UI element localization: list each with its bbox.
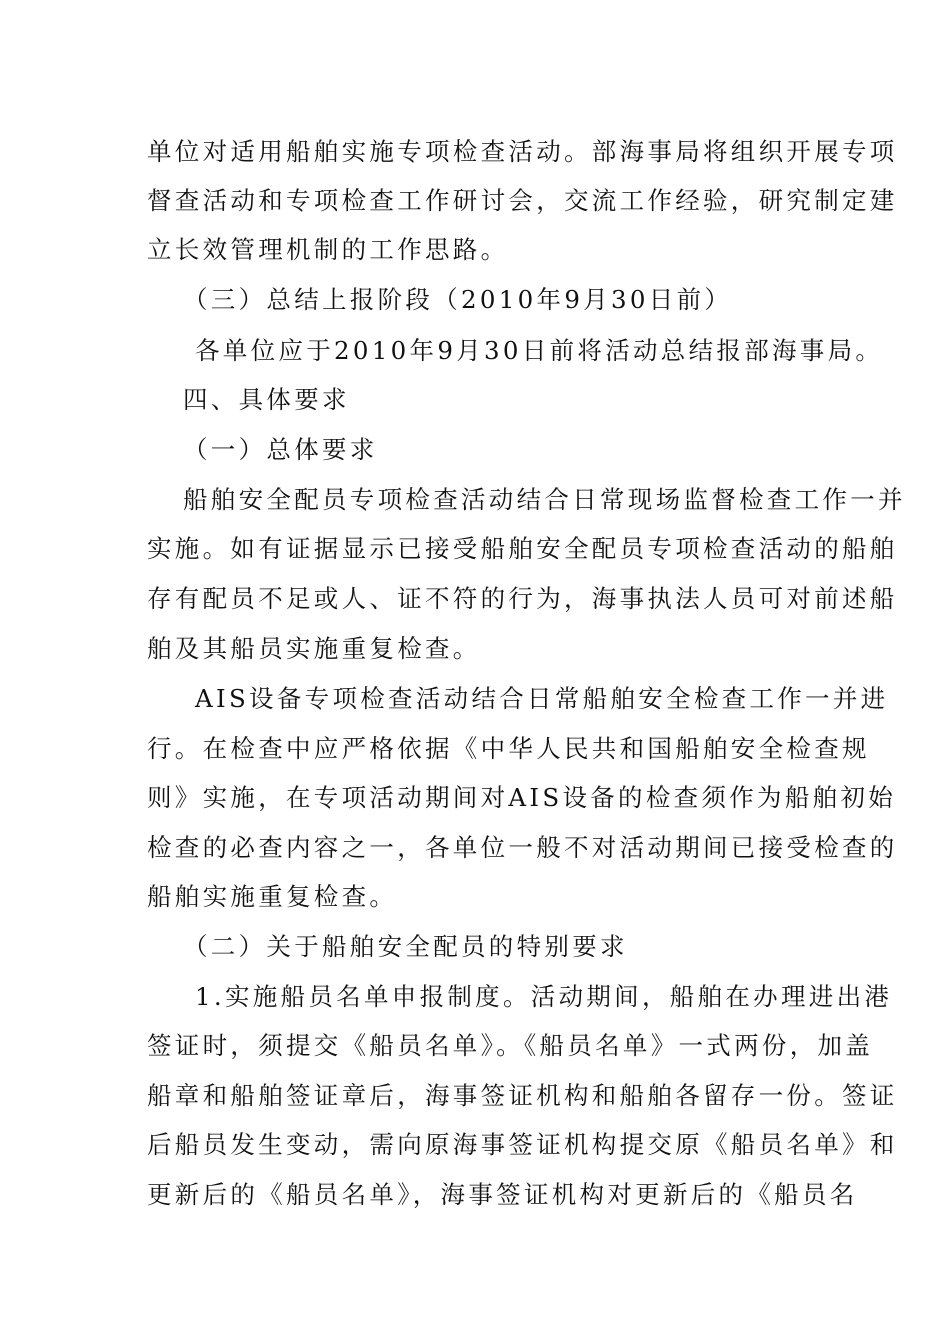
section-heading: （一）总体要求 bbox=[183, 435, 378, 464]
body-text-line: 船舶实施重复检查。 bbox=[147, 882, 398, 911]
body-text-line: 立长效管理机制的工作思路。 bbox=[147, 235, 509, 264]
section-heading: （三）总结上报阶段（2010年9月30日前） bbox=[183, 285, 733, 314]
section-heading: （二）关于船舶安全配员的特别要求 bbox=[183, 932, 628, 961]
section-heading: 四、具体要求 bbox=[183, 385, 350, 414]
body-text-line: 则》实施，在专项活动期间对AIS设备的检查须作为船舶初始 bbox=[147, 783, 897, 812]
body-text-line: 舶及其船员实施重复检查。 bbox=[147, 634, 481, 663]
body-text-line: 存有配员不足或人、证不符的行为，海事执法人员可对前述船 bbox=[147, 584, 898, 613]
body-text-line: 1.实施船员名单申报制度。活动期间，船舶在办理进出港 bbox=[195, 982, 893, 1011]
body-text-line: 船章和船舶签证章后，海事签证机构和船舶各留存一份。签证 bbox=[147, 1081, 898, 1110]
body-text-line: 更新后的《船员名单》，海事签证机构对更新后的《船员名 bbox=[147, 1180, 858, 1209]
body-text-line: 实施。如有证据显示已接受船舶安全配员专项检查活动的船舶 bbox=[147, 534, 898, 563]
body-text-line: 行。在检查中应严格依据《中华人民共和国船舶安全检查规 bbox=[147, 734, 870, 763]
body-text-line: 船舶安全配员专项检查活动结合日常现场监督检查工作一并 bbox=[183, 485, 906, 514]
body-text-line: 单位对适用船舶实施专项检查活动。部海事局将组织开展专项 bbox=[147, 137, 898, 166]
body-text-line: 督查活动和专项检查工作研讨会，交流工作经验，研究制定建 bbox=[147, 186, 898, 215]
body-text-line: AIS设备专项检查活动结合日常船舶安全检查工作一并进 bbox=[195, 684, 889, 713]
body-text-line: 后船员发生变动，需向原海事签证机构提交原《船员名单》和 bbox=[147, 1130, 898, 1159]
body-text-line: 检查的必查内容之一，各单位一般不对活动期间已接受检查的 bbox=[147, 833, 898, 862]
body-text-line: 各单位应于2010年9月30日前将活动总结报部海事局。 bbox=[195, 336, 884, 365]
body-text-line: 签证时，须提交《船员名单》。《船员名单》一式两份，加盖 bbox=[147, 1031, 874, 1060]
